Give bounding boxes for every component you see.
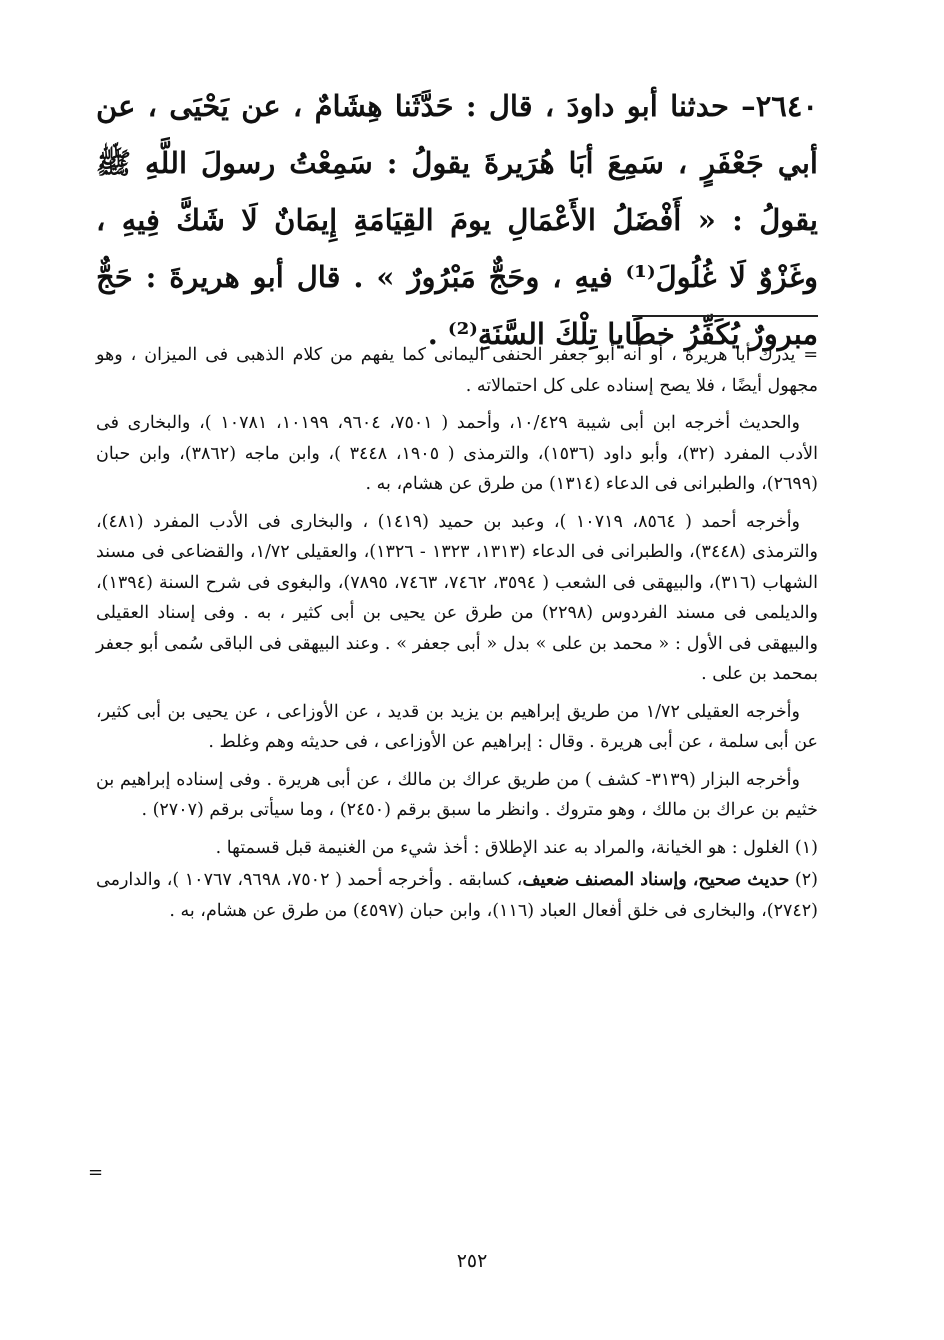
footnote-2-grade: حديث صحيح، وإسناد المصنف ضعيف [522,870,790,890]
note-paragraph: وأخرجه العقيلى ١/٧٢ من طريق إبراهيم بن يزيد بن قديد ، عن الأوزاعى ، عن يحيى بن أبى كثير، عن أبى سلمة ، عن أبى هريرة . وقال : إبراهيم عن الأوزاعى ، فى حديثه وهم وغلط . [96,701,818,752]
footnote-1: (١) الغلول : هو الخيانة، والمراد به عند الإطلاق : أخذ شيء من الغنيمة قبل قسمتها . [215,837,818,858]
note-paragraph: وأخرجه أحمد ( ٨٥٦٤، ١٠٧١٩ )، وعبد بن حميد (١٤١٩) ، والبخارى فى الأدب المفرد (٤٨١)، والترمذى (٣٤٤٨)، والطبرانى فى الدعاء (١٣١٣، ١٣٢٣ - ١٣٢٦)، والعقيلى ١/٧٢، والقضاعى فى مسند الشهاب (٣١٦)، والبيهقى فى الشعب ( ٣٥٩٤، ٧٤٦٢، ٧٤٦٣، ٧٨٩٥)، والبغوى فى شرح السنة (١٣٩٤)، والديلمى فى مسند الفردوس (٢٢٩٨) من طرق عن يحيى بن أبى كثير ، به . وفى إسناد العقيلى والبيهقى فى الأول : « محمد بن على » بدل « أبى جعفر » . وعند البيهقى فى الباقى سُمى أبو جعفر بمحمد بن على . [96,511,819,684]
note-paragraph: والحديث أخرجه ابن أبى شيبة ١٠/٤٢٩، وأحمد ( ٧٥٠١، ٩٦٠٤، ١٠١٩٩، ١٠٧٨١ )، والبخارى فى الأدب المفرد (٣٢)، وأبو داود (١٥٣٦)، والترمذى ( ١٩٠٥، ٣٤٤٨ )، وابن ماجه (٣٨٦٢)، وابن حبان (٢٦٩٩)، والطبرانى فى الدعاء (١٣١٤) من طرق عن هشام، به . [96,413,818,494]
footnote-separator [632,315,818,317]
note-paragraph: = يدرك أبا هريرة ، أو أنه أبو جعفر الحنفى اليمانى كما يفهم من كلام الذهبى فى الميزان ، وهو مجهول أيضًا ، فلا يصح إسناده على كل احتمالاته . [96,345,818,396]
footnotes-section [96,340,818,928]
note-paragraph: وأخرجه البزار (٣١٣٩- كشف ) من طريق عراك بن مالك ، عن أبى هريرة . وفى إسناده إبراهيم بن خثيم بن عراك بن مالك ، وهو متروك . وانظر ما سبق برقم (٢٤٥٠) ، وما سيأتى برقم (٢٧٠٧) . [96,769,818,820]
footnote-2 [96,865,818,926]
continuation-mark: = [88,1162,104,1183]
hadith-number: ٢٦٤٠ [755,89,818,123]
footnote-2-text: ، كسابقه . وأخرجه أحمد ( ٧٥٠٢، ٩٦٩٨، ١٠٧٦٧ )، والدارمى (٢٧٤٢)، والبخارى فى خلق أفعال العباد (١١٦)، وابن حبان (٤٥٩٧) من طرق عن هشام، به . [96,870,818,921]
hadith-text [96,78,818,363]
footnote-2-marker: (٢) [794,870,818,890]
hadith-body: – حدثنا أبو داودَ ، قال : حَدَّثَنا هِشَامٌ ، عن يَحْيَى ، عن أبي جَعْفَرٍ ، سَمِعَ أبَا هُرَيرةَ يقولُ : سَمِعْتُ رسولَ اللَّهِ ﷺ يقولُ : « أَفْضَلُ الأَعْمَالِ يومَ القِيَامَةِ إِيمَانٌ لَا شَكَّ فِيهِ ، وغَزْوٌ لَا غُلُولَ⁽¹⁾ فيهِ ، وحَجٌّ مَبْرُورٌ » . قال أبو هريرةَ : حَجٌّ مبرورٌ يُكَفِّرُ خطَايا تِلْكَ السَّنَةِ⁽²⁾ . [96,89,818,351]
page-number: ٢٥٢ [456,1250,488,1272]
